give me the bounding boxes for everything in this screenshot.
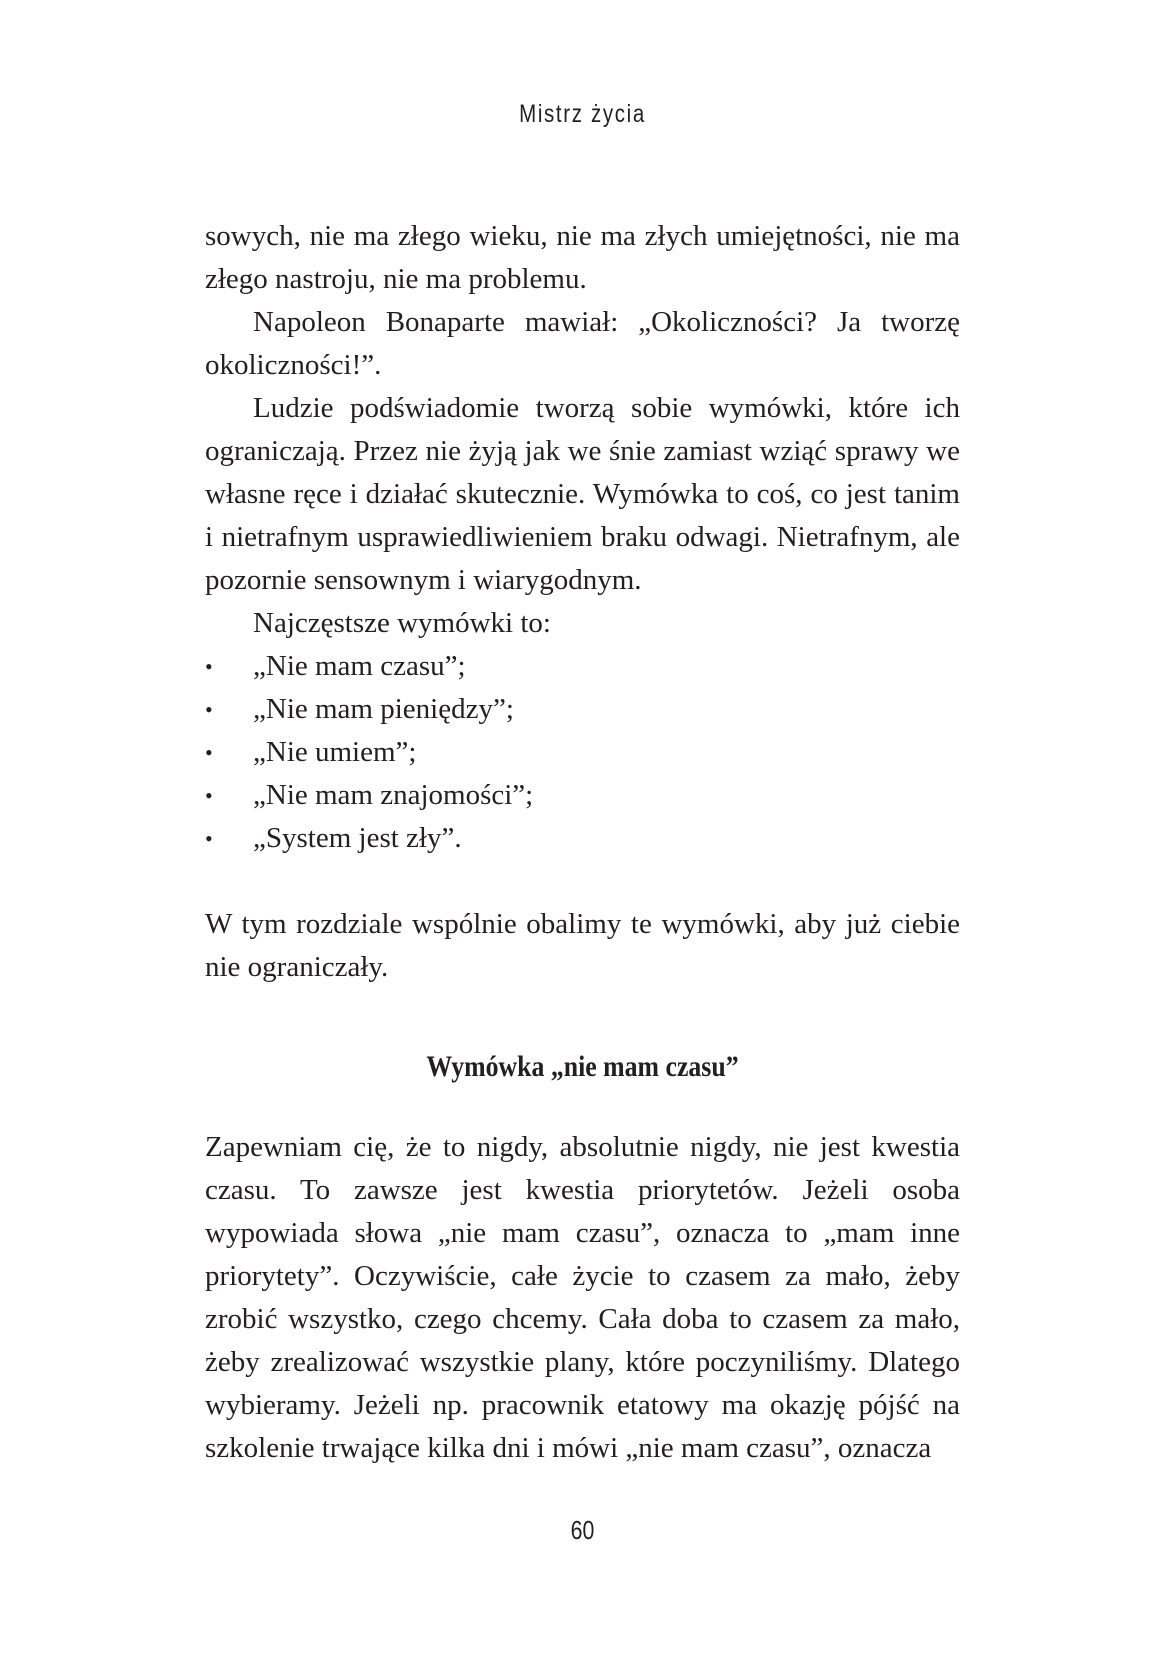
paragraph-napoleon-quote: Napoleon Bonaparte mawiał: „Okoliczności? Ja tworzę okoliczności!”. bbox=[205, 306, 960, 381]
paragraph-continuation: sowych, nie ma złego wieku, nie ma złych umiejętności, nie ma złego nastroju, nie ma problemu. bbox=[205, 220, 960, 295]
list-item bbox=[205, 688, 960, 731]
section-heading: Wymówka „nie mam czasu” bbox=[426, 1050, 739, 1083]
list-item-text: „System jest zły”. bbox=[253, 822, 462, 854]
excuse-list bbox=[205, 645, 960, 860]
paragraph-excuses: Ludzie podświadomie tworzą sobie wymówki, które ich ograniczają. Przez nie żyją jak we śnie zamiast wziąć sprawy we własne ręce i działać skutecznie. Wymówka to coś, co jest tanim i nietrafnym usprawiedliwieniem braku odwagi. Nietrafnym, ale pozornie sensownym i wiarygodnym. bbox=[205, 392, 960, 596]
body-text bbox=[205, 215, 960, 1470]
bullet-icon: • bbox=[205, 783, 213, 808]
list-item-text: „Nie mam pieniędzy”; bbox=[253, 693, 514, 725]
list-item bbox=[205, 774, 960, 817]
paragraph-list-intro: Najczęstsze wymówki to: bbox=[253, 607, 551, 639]
list-item bbox=[205, 817, 960, 860]
paragraph-chapter-intro: W tym rozdziale wspólnie obalimy te wymówki, aby już ciebie nie ograniczały. bbox=[205, 908, 960, 983]
bullet-icon: • bbox=[205, 654, 213, 679]
list-item bbox=[205, 645, 960, 688]
bullet-icon: • bbox=[205, 697, 213, 722]
list-item bbox=[205, 731, 960, 774]
bullet-icon: • bbox=[205, 740, 213, 765]
paragraph-section-body: Zapewniam cię, że to nigdy, absolutnie nigdy, nie jest kwestia czasu. To zawsze jest kwestia priorytetów. Jeżeli osoba wypowiada słowa „nie mam czasu”, oznacza to „mam inne priorytety”. Oczywiście, całe życie to czasem za mało, żeby zrobić wszystko, czego chcemy. Cała doba to czasem za mało, żeby zrealizować wszystkie plany, które poczyniliśmy. Dlatego wybieramy. Jeżeli np. pracownik etatowy ma okazję pójść na szkolenie trwające kilka dni i mówi „nie mam czasu”, oznacza bbox=[205, 1131, 960, 1464]
list-item-text: „Nie mam znajomości”; bbox=[253, 779, 534, 811]
page-number: 60 bbox=[570, 1515, 595, 1545]
list-item-text: „Nie mam czasu”; bbox=[253, 650, 466, 682]
running-head: Mistrz życia bbox=[519, 100, 646, 128]
list-item-text: „Nie umiem”; bbox=[253, 736, 417, 768]
bullet-icon: • bbox=[205, 826, 213, 851]
